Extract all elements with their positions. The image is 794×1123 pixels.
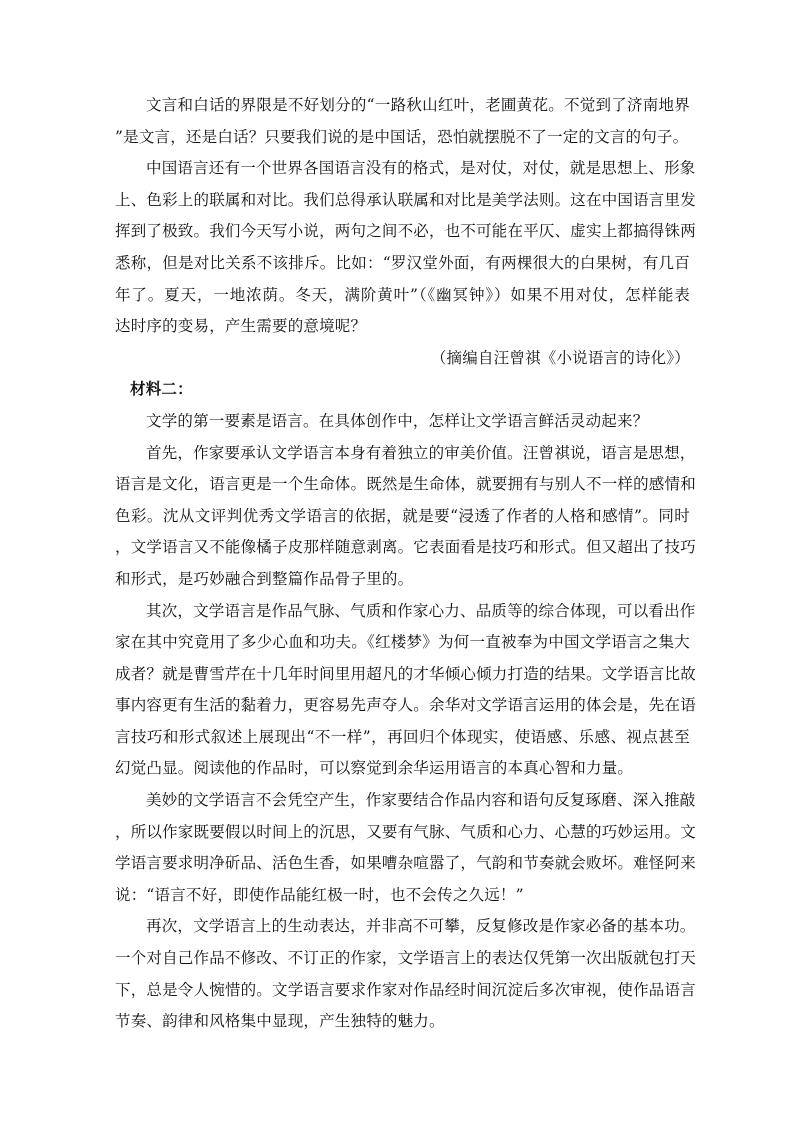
document-page [115, 90, 696, 1038]
paragraph-line: 幻觉凸显。阅读他的作品时，可以察觉到余华运用语言的本真心智和力量。 [115, 759, 634, 778]
paragraph-line: 达时序的变易，产生需要的意境呢？ [115, 317, 367, 336]
paragraph-line: 事内容更有生活的黏着力，更容易先声夺人。余华对文学语言运用的体会是，先在语 [115, 696, 696, 715]
paragraph-line: 学语言要求明净斫品、活色生香，如果嘈杂喧嚣了，气韵和节奏就会败坏。难怪阿来 [115, 854, 696, 873]
paragraph-line: ，文学语言又不能像橘子皮那样随意剥离。它表面看是技巧和形式。但又超出了技巧 [115, 538, 696, 557]
paragraph-line: 语言是文化，语言更是一个生命体。既然是生命体，就要拥有与别人不一样的感情和 [115, 475, 696, 494]
paragraph-line: 说：“语言不好，即使作品能红极一时，也不会传之久远！” [115, 885, 524, 904]
paragraph-line: ，所以作家既要假以时间上的沉思，又要有气脉、气质和心力、心慧的巧妙运用。文 [115, 822, 696, 841]
paragraph-line: 再次，文学语言上的生动表达，并非高不可攀，反复修改是作家必备的基本功。 [146, 917, 696, 936]
paragraph-line: 节奏、韵律和风格集中显现，产生独特的魅力。 [115, 1012, 445, 1031]
paragraph-line: 文学的第一要素是语言。在具体创作中，怎样让文学语言鲜活灵动起来？ [146, 411, 649, 430]
paragraph-line: 下，总是令人惋惜的。文学语言要求作家对作品经时间沉淀后多次审视，使作品语言 [115, 980, 696, 999]
source-citation: （摘编自汪曾祺《小说语言的诗化》） [430, 348, 690, 367]
paragraph-line: 美妙的文学语言不会凭空产生，作家要结合作品内容和语句反复琢磨、深入推敲 [146, 791, 696, 810]
paragraph-line: 中国语言还有一个世界各国语言没有的格式，是对仗，对仗，就是思想上、形象 [146, 159, 696, 178]
paragraph-line: 和形式，是巧妙融合到整篇作品骨子里的。 [115, 569, 414, 588]
paragraph-line: 家在其中究竟用了多少心血和功夫。《红楼梦》为何一直被奉为中国文学语言之集大 [115, 633, 690, 652]
paragraph-line: 上、色彩上的联属和对比。我们总得承认联属和对比是美学法则。这在中国语言里发 [115, 190, 696, 209]
paragraph-line: 成者？就是曹雪芹在十几年时间里用超凡的才华倾心倾力打造的结果。文学语言比故 [115, 664, 696, 683]
paragraph-line: 色彩。沈从文评判优秀文学语言的依据，就是要“浸透了作者的人格和感情”。同时 [115, 506, 690, 525]
paragraph-line: 挥到了极致。我们今天写小说，两句之间不必，也不可能在平仄、虚实上都搞得铢两 [115, 222, 696, 241]
paragraph-line: 悉称，但是对比关系不该排斥。比如：“罗汉堂外面，有两棵很大的白果树，有几百 [115, 253, 690, 272]
paragraph-line: ”是文言，还是白话？只要我们说的是中国话，恐怕就摆脱不了一定的文言的句子。 [115, 127, 689, 146]
paragraph-line: 文言和白话的界限是不好划分的“一路秋山红叶，老圃黄花。不觉到了济南地界 [146, 96, 690, 114]
paragraph-line: 言技巧和形式叙述上展现出“不一样”，再回归个体现实，使语感、乐感、视点甚至 [115, 727, 690, 746]
paragraph-line: 一个对自己作品不修改、不订正的作家，文学语言上的表达仅凭第一次出版就包打天 [115, 949, 696, 968]
paragraph-line: 首先，作家要承认文学语言本身有着独立的审美价值。汪曾祺说，语言是思想， [146, 443, 696, 462]
paragraph-line: 其次，文学语言是作品气脉、气质和作家心力、品质等的综合体现，可以看出作 [146, 601, 696, 620]
section-heading: 材料二： [130, 380, 193, 399]
paragraph-line: 年了。夏天，一地浓荫。冬天，满阶黄叶”（《幽冥钟》）如果不用对仗，怎样能表 [115, 285, 690, 304]
